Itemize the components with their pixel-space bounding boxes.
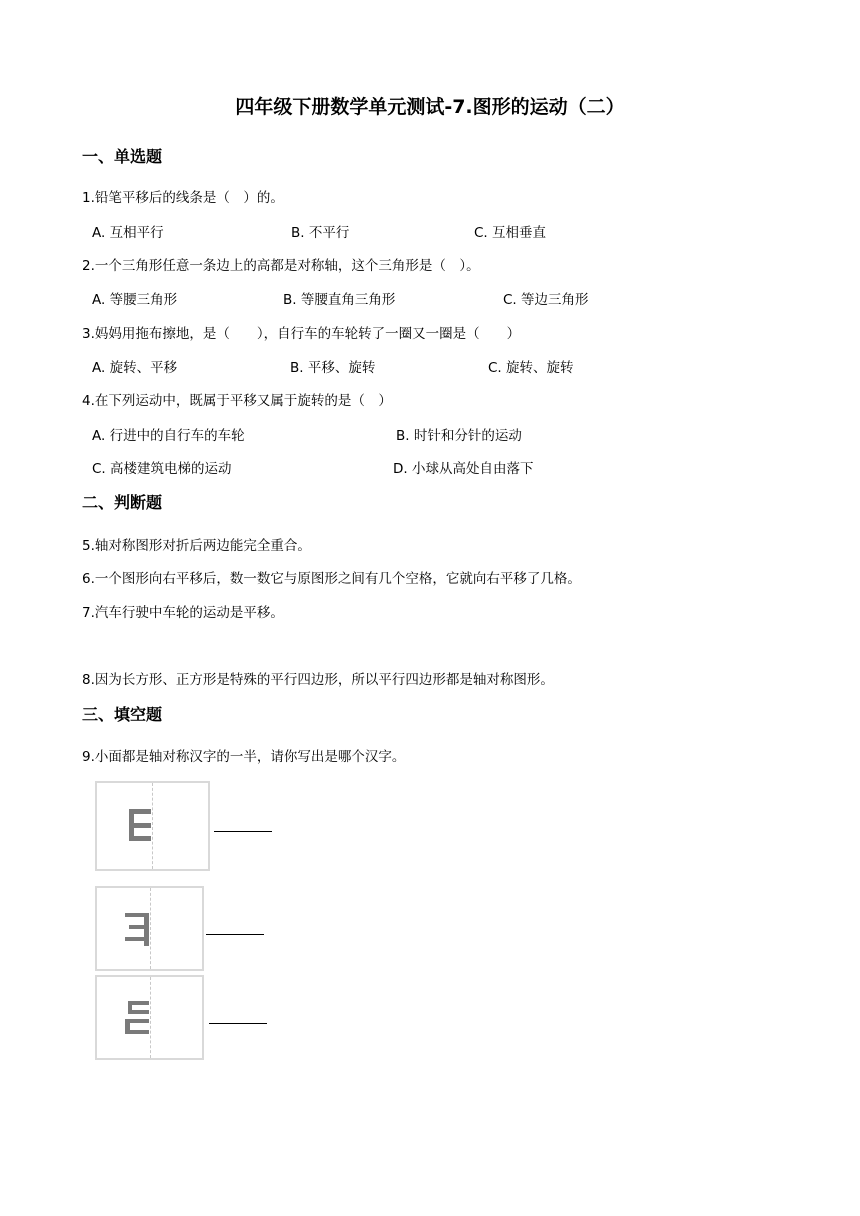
- q1-option-c[interactable]: C. 互相垂直: [474, 225, 547, 241]
- half-character-lv-glyph: [125, 999, 149, 1035]
- half-character-box-2: [95, 886, 204, 971]
- q1-option-b[interactable]: B. 不平行: [291, 225, 350, 241]
- question-2: 2.一个三角形任意一条边上的高都是对称轴，这个三角形是（ ）。: [82, 258, 480, 274]
- q3-option-c[interactable]: C. 旋转、旋转: [488, 360, 574, 376]
- half-character-feng-glyph: [125, 910, 149, 946]
- answer-blank-2[interactable]: [206, 934, 264, 935]
- half-character-ri-glyph: [127, 807, 151, 843]
- section-heading-true-false: 二、判断题: [82, 493, 163, 512]
- q3-option-a[interactable]: A. 旋转、平移: [92, 360, 178, 376]
- q4-option-a[interactable]: A. 行进中的自行车的车轮: [92, 428, 245, 444]
- q4-option-d[interactable]: D. 小球从高处自由落下: [393, 461, 534, 477]
- q2-option-c[interactable]: C. 等边三角形: [503, 292, 589, 308]
- half-character-box-1: [95, 781, 210, 871]
- question-3: 3.妈妈用拖布擦地，是（ ），自行车的车轮转了一圈又一圈是（ ）: [82, 326, 521, 342]
- section-heading-fill-blank: 三、填空题: [82, 705, 163, 724]
- question-9: 9.小面都是轴对称汉字的一半，请你写出是哪个汉字。: [82, 749, 406, 765]
- answer-blank-1[interactable]: [214, 831, 272, 832]
- question-7: 7.汽车行驶中车轮的运动是平移。: [82, 605, 284, 621]
- q3-option-b[interactable]: B. 平移、旋转: [290, 360, 376, 376]
- q2-option-b[interactable]: B. 等腰直角三角形: [283, 292, 396, 308]
- q2-option-a[interactable]: A. 等腰三角形: [92, 292, 178, 308]
- question-1: 1.铅笔平移后的线条是（ ）的。: [82, 190, 284, 206]
- page-title: 四年级下册数学单元测试-7.图形的运动（二）: [235, 96, 625, 118]
- q1-option-a[interactable]: A. 互相平行: [92, 225, 164, 241]
- answer-blank-3[interactable]: [209, 1023, 267, 1024]
- question-5: 5.轴对称图形对折后两边能完全重合。: [82, 538, 311, 554]
- question-8: 8.因为长方形、正方形是特殊的平行四边形，所以平行四边形都是轴对称图形。: [82, 672, 554, 688]
- question-6: 6.一个图形向右平移后，数一数它与原图形之间有几个空格，它就向右平移了几格。: [82, 571, 581, 587]
- q4-option-b[interactable]: B. 时针和分针的运动: [396, 428, 522, 444]
- half-character-box-3: [95, 975, 204, 1060]
- q4-option-c[interactable]: C. 高楼建筑电梯的运动: [92, 461, 232, 477]
- question-4: 4.在下列运动中，既属于平移又属于旋转的是（ ）: [82, 393, 392, 409]
- section-heading-single-choice: 一、单选题: [82, 147, 163, 166]
